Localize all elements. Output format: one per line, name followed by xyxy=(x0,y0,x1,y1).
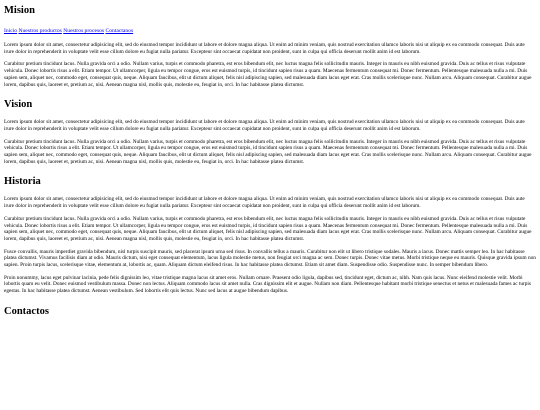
vision-paragraph-1: Lorem ipsum dolor sit amet, consectetur adipisicing elit, sed do eiusmod tempor incididunt ut labore et dolore magna aliqua. Ut enim ad minim veniam, quis nostrud exercitation ullamco laboris nisi ut aliquip ex ea commodo consequat. Duis aute irure dolor in reprehenderit in voluptate velit esse cillum dolore eu fugiat nulla pariatur. Excepteur sint occaecat cupidatat non proident, sunt in culpa qui officia deserunt mollit anim id est laborum. xyxy=(4,119,525,132)
nav-link-procesos[interactable]: Nuestros procesos xyxy=(63,28,105,34)
historia-paragraph-2: Curabitur pretium tincidunt lacus. Nulla gravida orci a odio. Nullam varius, turpis et commodo pharetra, est eros bibendum elit, nec luctus magna felis sollicitudin mauris. Integer in mauris eu nibh euismod gravida. Duis ac tellus et risus vulputate vehicula. Donec lobortis risus a elit. Etiam tempor. Ut ullamcorper, ligula eu tempor congue, eros est euismod turpis, id tincidunt sapien risus a quam. Maecenas fermentum consequat mi. Donec fermentum. Pellentesque malesuada nulla a mi. Duis sapien sem, aliquet nec, commodo eget, consequat quis, neque. Aliquam faucibus, elit ut dictum aliquet, felis nisl adipiscing sapien, sed malesuada diam lacus eget erat. Cras mollis scelerisque nunc. Nullam arcu. Aliquam consequat. Curabitur augue lorem, dapibus quis, laoreet et, pretium ac, nisi. Aenean magna nisl, mollis quis, molestie eu, feugiat in, orci. In hac habitasse platea dictumst. xyxy=(4,215,532,242)
historia-paragraph-4: Proin nonummy, lacus eget pulvinar lacinia, pede felis dignissim leo, vitae tristique magna lacus sit amet eros. Nullam ornare. Praesent odio ligula, dapibus sed, tincidunt eget, dictum ac, nibh. Nam quis lacus. Nunc eleifend molestie velit. Morbi lobortis quam eu velit. Donec euismod vestibulum massa. Donec non lectus. Aliquam commodo lacus sit amet nulla. Cras dignissim elit et augue. Nullam non diam. Pellentesque habitant morbi tristique senectus et netus et malesuada fames ac turpis egestas. In hac habitasse platea dictumst. Aenean vestibulum. Sed lobortis elit quis lectus. Nunc sed lacus at augue bibendum dapibus. xyxy=(4,274,531,295)
vision-paragraph-2: Curabitur pretium tincidunt lacus. Nulla gravida orci a odio. Nullam varius, turpis et commodo pharetra, est eros bibendum elit, nec luctus magna felis sollicitudin mauris. Integer in mauris eu nibh euismod gravida. Duis ac tellus et risus vulputate vehicula. Donec lobortis risus a elit. Etiam tempor. Ut ullamcorper, ligula eu tempor congue, eros est euismod turpis, id tincidunt sapien risus a quam. Maecenas fermentum consequat mi. Donec fermentum. Pellentesque malesuada nulla a mi. Duis sapien sem, aliquet nec, commodo eget, consequat quis, neque. Aliquam faucibus, elit ut dictum aliquet, felis nisl adipiscing sapien, sed malesuada diam lacus eget erat. Cras mollis scelerisque nunc. Nullam arcu. Aliquam consequat. Curabitur augue lorem, dapibus quis, laoreet et, pretium ac, nisi. Aenean magna nisl, mollis quis, molestie eu, feugiat in, orci. In hac habitasse platea dictumst. xyxy=(4,138,532,165)
section-title-historia: Historia xyxy=(4,176,41,188)
section-title-contactos: Contactos xyxy=(4,305,49,317)
historia-paragraph-3: Fusce convallis, mauris imperdiet gravida bibendum, nisl turpis suscipit mauris, sed placerat ipsum urna sed risus. In convallis tellus a mauris. Curabitur non elit ut libero tristique sodales. Mauris a lacus. Donec mattis semper leo. In hac habitasse platea dictumst. Vivamus facilisis diam at odio. Mauris dictum, nisi eget consequat elementum, lacus ligula molestie metus, non feugiat orci magna ac sem. Donec turpis. Donec vitae metus. Morbi tristique neque eu mauris. Quisque gravida ipsum non sapien. Proin turpis lacus, scelerisque vitae, elementum at, lobortis ac, quam. Aliquam dictum eleifend risus. In hac habitasse platea dictumst. Etiam sit amet diam. Suspendisse odio. Suspendisse nunc. In semper bibendum libero. xyxy=(4,248,536,269)
page-content xyxy=(0,5,540,318)
nav-link-inicio[interactable]: Inicio xyxy=(4,28,18,34)
mision-paragraph-1: Lorem ipsum dolor sit amet, consectetur adipisicing elit, sed do eiusmod tempor incididunt ut labore et dolore magna aliqua. Ut enim ad minim veniam, quis nostrud exercitation ullamco laboris nisi ut aliquip ex ea commodo consequat. Duis aute irure dolor in reprehenderit in voluptate velit esse cillum dolore eu fugiat nulla pariatur. Excepteur sint occaecat cupidatat non proident, sunt in culpa qui officia deserunt mollit anim id est laborum. xyxy=(4,42,525,55)
section-title-mision: Mision xyxy=(4,5,35,16)
historia-paragraph-1: Lorem ipsum dolor sit amet, consectetur adipisicing elit, sed do eiusmod tempor incididunt ut labore et dolore magna aliqua. Ut enim ad minim veniam, quis nostrud exercitation ullamco laboris nisi ut aliquip ex ea commodo consequat. Duis aute irure dolor in reprehenderit in voluptate velit esse cillum dolore eu fugiat nulla pariatur. Excepteur sint occaecat cupidatat non proident, sunt in culpa qui officia deserunt mollit anim id est laborum. xyxy=(4,196,525,210)
mision-paragraph-2: Curabitur pretium tincidunt lacus. Nulla gravida orci a odio. Nullam varius, turpis et commodo pharetra, est eros bibendum elit, nec luctus magna felis sollicitudin mauris. Integer in mauris eu nibh euismod gravida. Duis ac tellus et risus vulputate vehicula. Donec lobortis risus a elit. Etiam tempor. Ut ullamcorper, ligula eu tempor congue, eros est euismod turpis, id tincidunt sapien risus a quam. Maecenas fermentum consequat mi. Donec fermentum. Pellentesque malesuada nulla a mi. Duis sapien sem, aliquet nec, commodo eget, consequat quis, neque. Aliquam faucibus, elit ut dictum aliquet, felis nisl adipiscing sapien, sed malesuada diam lacus eget erat. Cras mollis scelerisque nunc. Nullam arcu. Aliquam consequat. Curabitur augue lorem, dapibus quis, laoreet et, pretium ac, nisi. Aenean magna nisl, mollis quis, molestie eu, feugiat in, orci. In hac habitasse platea dictumst. xyxy=(4,61,532,88)
nav-link-productos[interactable]: Nuestros productos xyxy=(18,28,62,34)
section-title-vision: Vision xyxy=(4,99,33,111)
nav-link-contactanos[interactable]: Contactanos xyxy=(105,28,134,34)
main-nav xyxy=(4,28,536,35)
